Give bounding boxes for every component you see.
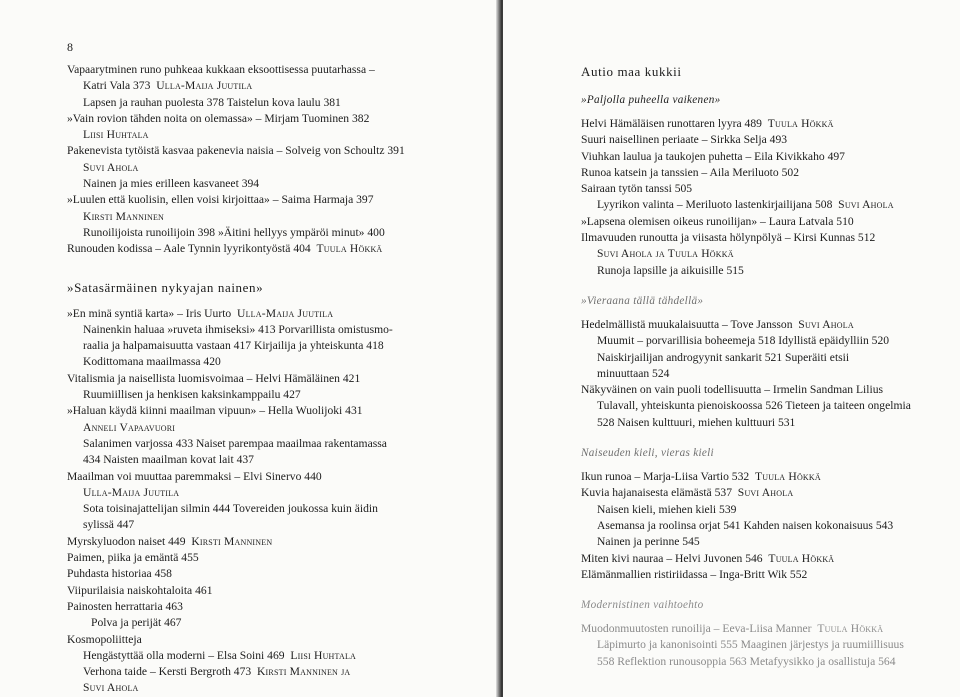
toc-entry-text: Runoja lapsille ja aikuisille 515	[597, 263, 744, 277]
toc-entry-author: Kirsti Manninen	[191, 534, 273, 548]
toc-block-right-2	[581, 317, 911, 431]
toc-block-right-1	[581, 116, 911, 279]
toc-entry	[67, 62, 405, 78]
right-toc-column	[581, 60, 911, 670]
toc-entry-text: Ikun runoa – Marja-Liisa Vartio 532	[581, 470, 750, 484]
toc-entry	[581, 382, 911, 398]
toc-entry	[67, 111, 405, 127]
toc-block-1	[67, 62, 405, 258]
toc-entry-text: »Vain rovion tähden noita on olemassa» – Mirjam Tuominen 382	[67, 111, 370, 125]
toc-entry	[67, 387, 405, 403]
toc-entry-author: Ulla-Maija Juutila	[237, 306, 334, 320]
toc-entry-text: »En minä syntiä karta» – Iris Uurto	[67, 306, 232, 320]
toc-entry	[581, 197, 911, 213]
toc-entry	[67, 209, 405, 225]
toc-entry	[581, 214, 911, 230]
toc-entry	[67, 680, 405, 696]
toc-entry	[581, 149, 911, 165]
toc-entry	[67, 127, 405, 143]
toc-entry-author: Kirsti Manninen ja	[256, 665, 351, 679]
toc-entry	[67, 469, 405, 485]
toc-entry	[67, 550, 405, 566]
toc-entry	[581, 333, 911, 349]
toc-entry	[581, 317, 911, 333]
toc-entry	[67, 452, 405, 468]
toc-entry	[67, 566, 405, 582]
toc-entry-text: Ruumiillisen ja henkisen kaksinkamppailu 427	[83, 388, 301, 402]
subsection-heading: »Paljolla puheella vaikenen»	[581, 94, 721, 106]
toc-entry-text: »Luulen että kuolisin, ellen voisi kirjoittaa» – Saima Harmaja 397	[67, 193, 374, 207]
toc-entry-text: Polva ja perijät 467	[91, 616, 182, 630]
subsection-heading: Naiseuden kieli, vieras kieli	[581, 447, 714, 460]
toc-entry	[67, 354, 405, 370]
toc-entry-text: 434 Naisten maailman kovat lait 437	[83, 453, 254, 467]
toc-entry	[67, 648, 405, 664]
toc-entry	[67, 176, 405, 192]
toc-entry-text: Myrskyluodon naiset 449	[67, 534, 186, 548]
toc-entry-text: Helvi Hämäläisen runottaren lyyra 489	[581, 117, 762, 130]
toc-entry-text: Vitalismia ja naisellista luomisvoimaa – Helvi Hämäläinen 421	[67, 371, 361, 385]
toc-entry-text: Paimen, piika ja emäntä 455	[67, 551, 199, 565]
toc-entry-text: Runoilijoista runoilijoin 398 »Äitini hellyys ympäröi minut» 400	[83, 225, 385, 239]
toc-entry	[581, 469, 911, 485]
toc-entry-text: sylissä 447	[83, 518, 135, 532]
toc-entry-text: Salanimen varjossa 433 Naiset parempaa maailmaa rakentamassa	[83, 436, 387, 450]
toc-entry	[67, 403, 405, 419]
toc-entry	[581, 567, 911, 583]
section-heading: Autio maa kukkii	[581, 64, 682, 79]
toc-entry	[67, 599, 405, 615]
toc-entry-text: Maailman voi muuttaa paremmaksi – Elvi Sinervo 440	[67, 469, 322, 483]
toc-entry-text: Runoa katsein ja tanssien – Aila Meriluoto 502	[581, 165, 799, 179]
subsection-heading: »Vieraana tällä tähdellä»	[581, 294, 704, 307]
toc-entry	[67, 192, 405, 208]
toc-entry-text: Tulavall, yhteiskunta pienoiskoossa 526 Tieteen ja taiteen ongelmia	[597, 399, 911, 413]
toc-entry	[581, 230, 911, 246]
toc-entry-text: Lapsen ja rauhan puolesta 378 Taistelun kova laulu 381	[83, 95, 341, 109]
subsection-heading: Modernistinen vaihtoehto	[581, 599, 704, 612]
toc-entry-text: Muumit – porvarillisia boheemeja 518 Idyllistä epäidylliin 520	[597, 334, 890, 348]
toc-entry-text: raalia ja halpamaisuutta vastaan 417 Kirjailija ja yhteiskunta 418	[83, 339, 384, 353]
toc-entry	[581, 132, 911, 148]
toc-entry-text: Näkyväinen on vain puoli todellisuutta – Irmelin Sandman Lilius	[581, 383, 884, 397]
toc-entry-text: Ilmavuuden runoutta ja viisasta hölynpölyä – Kirsi Kunnas 512	[581, 231, 876, 245]
toc-entry	[67, 517, 405, 533]
section-heading: »Satasärmäinen nykyajan nainen»	[67, 279, 264, 295]
toc-entry	[581, 534, 911, 550]
toc-entry	[581, 116, 911, 132]
toc-block-right-4	[581, 621, 911, 670]
toc-entry	[67, 338, 405, 354]
toc-entry	[581, 263, 911, 279]
toc-entry-text: Viuhkan laulua ja taukojen puhetta – Eila Kivikkaho 497	[581, 149, 845, 163]
toc-entry-text: 558 Reflektion runousoppia 563 Metafyysikko ja osallistuja 564	[597, 654, 896, 668]
toc-entry	[67, 436, 405, 452]
toc-entry-text: Nainen ja perinne 545	[597, 535, 700, 549]
toc-entry-text: Naiskirjailijan androgyynit sankarit 521 Superäiti etsii	[597, 350, 850, 364]
toc-entry	[581, 654, 911, 670]
toc-entry-text: Pakenevista tytöistä kasvaa pakenevia naisia – Solveig von Schoultz 391	[67, 144, 405, 158]
toc-entry-text: Verhona taide – Kersti Bergroth 473	[83, 665, 252, 679]
toc-entry	[581, 485, 911, 501]
toc-entry	[581, 246, 911, 262]
toc-entry-text: Hedelmällistä muukalaisuutta – Tove Jansson	[581, 317, 793, 331]
toc-entry	[67, 95, 405, 111]
toc-entry-text: Muodonmuutosten runoilija – Eeva-Liisa Manner	[581, 622, 812, 636]
toc-entry-text: minuuttaan 524	[597, 366, 670, 380]
toc-entry-text: Suuri naisellinen periaate – Sirkka Selja 493	[581, 133, 788, 147]
toc-entry-text: Kosmopoliitteja	[67, 632, 142, 646]
toc-entry-author: Tuula Hökkä	[316, 242, 383, 256]
toc-entry	[67, 534, 405, 550]
toc-entry	[67, 615, 405, 631]
toc-entry	[581, 165, 911, 181]
toc-entry-author: Tuula Hökkä	[768, 551, 835, 565]
toc-entry-author: Liisi Huhtala	[83, 128, 149, 142]
toc-entry	[581, 350, 911, 366]
toc-entry-text: Katri Vala 373	[83, 79, 151, 93]
toc-entry-text: Asemansa ja roolinsa orjat 541 Kahden naisen kokonaisuus 543	[597, 518, 894, 532]
toc-entry-author: Anneli Vapaavuori	[83, 420, 176, 434]
toc-entry	[581, 551, 911, 567]
toc-entry-author: Suvi Ahola	[83, 681, 139, 695]
toc-entry	[67, 664, 405, 680]
toc-entry-author: Tuula Hökkä	[767, 117, 834, 130]
toc-entry	[67, 225, 405, 241]
right-page	[503, 0, 960, 697]
toc-entry	[581, 621, 911, 637]
toc-entry	[581, 366, 911, 382]
toc-entry-text: »Lapsena olemisen oikeus runoilijan» – Laura Latvala 510	[581, 214, 854, 228]
toc-entry-author: Tuula Hökkä	[754, 470, 821, 484]
toc-entry-author: Ulla-Maija Juutila	[83, 485, 180, 499]
toc-entry	[581, 181, 911, 197]
toc-entry-text: »Haluan käydä kiinni maailman vipuun» – Hella Wuolijoki 431	[67, 404, 363, 418]
toc-entry	[581, 398, 911, 414]
toc-entry-text: Sairaan tytön tanssi 505	[581, 182, 693, 196]
toc-entry-text: Painosten herrattaria 463	[67, 599, 183, 613]
page-number: 8	[67, 40, 73, 54]
toc-entry	[67, 632, 405, 648]
toc-entry-text: Nainen ja mies erilleen kasvaneet 394	[83, 177, 260, 191]
toc-block-2	[67, 306, 405, 697]
toc-entry	[67, 241, 405, 257]
toc-entry	[67, 583, 405, 599]
toc-entry-author: Ulla-Maija Juutila	[156, 79, 253, 93]
toc-entry-text: Vapaarytminen runo puhkeaa kukkaan eksoottisessa puutarhassa –	[67, 63, 375, 76]
toc-entry	[67, 160, 405, 176]
toc-entry	[581, 518, 911, 534]
toc-block-right-3	[581, 469, 911, 583]
toc-entry-text: Sota toisinajattelijan silmin 444 Tovereiden joukossa kuin äidin	[83, 502, 378, 516]
toc-entry	[67, 501, 405, 517]
toc-entry-author: Liisi Huhtala	[290, 648, 357, 662]
toc-entry-text: Kuvia hajanaisesta elämästä 537	[581, 486, 732, 500]
toc-entry-text: Kodittomana maailmassa 420	[83, 355, 221, 369]
toc-entry	[67, 78, 405, 94]
toc-entry	[67, 371, 405, 387]
toc-entry	[67, 143, 405, 159]
toc-entry-text: Nainenkin haluaa »ruveta ihmiseksi» 413 Porvarillista omistusmo-	[83, 322, 393, 336]
toc-entry-author: Suvi Ahola	[798, 317, 854, 331]
toc-entry	[67, 322, 405, 338]
toc-entry-text: 528 Naisen kulttuuri, miehen kulttuuri 531	[597, 415, 796, 429]
toc-entry-author: Tuula Hökkä	[817, 622, 884, 636]
toc-entry-author: Suvi Ahola	[838, 198, 894, 212]
toc-entry-author: Suvi Ahola ja Tuula Hökkä	[597, 247, 734, 261]
left-toc-column	[67, 62, 405, 697]
toc-entry	[581, 502, 911, 518]
toc-entry-text: Hengästyttää olla moderni – Elsa Soini 469	[83, 648, 285, 662]
toc-entry-author: Suvi Ahola	[737, 486, 794, 500]
toc-entry-text: Lyyrikon valinta – Meriluoto lastenkirjailijana 508	[597, 198, 833, 212]
toc-entry-text: Puhdasta historiaa 458	[67, 567, 172, 581]
toc-entry-author: Suvi Ahola	[83, 160, 139, 174]
toc-entry	[67, 420, 405, 436]
toc-entry-text: Miten kivi nauraa – Helvi Juvonen 546	[581, 551, 763, 565]
toc-entry-text: Runouden kodissa – Aale Tynnin lyyrikontyöstä 404	[67, 242, 311, 256]
toc-entry	[581, 415, 911, 431]
toc-entry-text: Naisen kieli, miehen kieli 539	[597, 502, 737, 516]
toc-entry-author: Kirsti Manninen	[83, 209, 165, 223]
toc-entry	[67, 306, 405, 322]
toc-entry-text: Viipurilaisia naiskohtaloita 461	[67, 583, 213, 597]
toc-entry-text: Läpimurto ja kanonisointi 555 Maaginen järjestys ja ruumiillisuus	[597, 638, 904, 652]
toc-entry	[581, 637, 911, 653]
toc-entry	[67, 485, 405, 501]
toc-entry-text: Elämänmallien ristiriidassa – Inga-Britt Wik 552	[581, 567, 808, 581]
